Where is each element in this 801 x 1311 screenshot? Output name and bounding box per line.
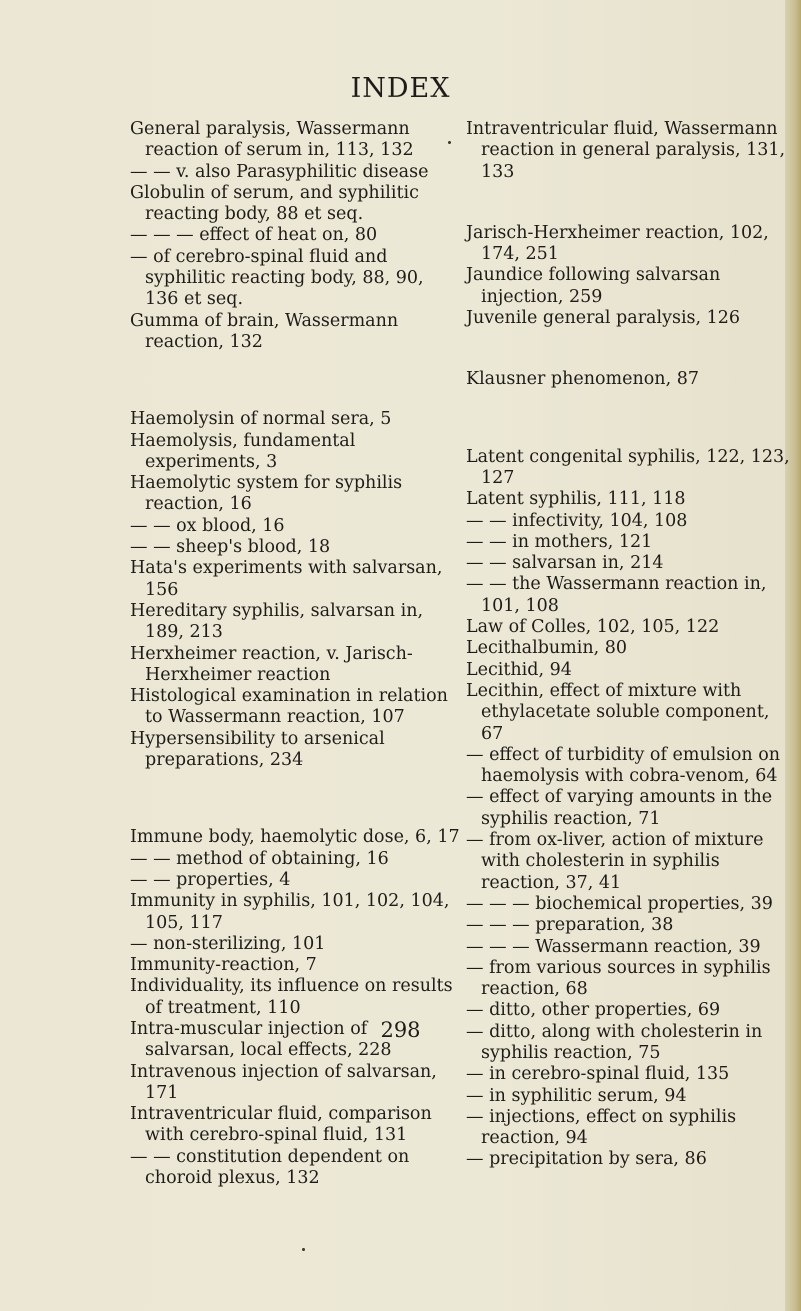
index-entry: Immune body, haemolytic dose, 6, 17 <box>130 827 460 848</box>
index-entry: Hata's experiments with salvarsan, 156 <box>130 558 443 600</box>
index-entry: — — salvarsan in, 214 <box>466 553 664 574</box>
index-entry: Law of Colles, 102, 105, 122 <box>466 617 720 638</box>
index-entry: Haemolysin of normal sera, 5 <box>130 409 392 430</box>
index-entry: — in cerebro-spinal fluid, 135 <box>466 1064 730 1085</box>
index-entry: — — method of obtaining, 16 <box>130 848 389 869</box>
index-entry: — non-sterilizing, 101 <box>130 933 326 954</box>
index-group-i-cont <box>466 119 796 183</box>
index-entry: Intraventricular fluid, comparison with cerebro-spinal fluid, 131 <box>130 1104 432 1146</box>
index-entry: — from various sources in syphilis reaction, 68 <box>466 957 771 1000</box>
index-entry: Globulin of serum, and syphilitic reacting body, 88 et seq. <box>130 182 419 225</box>
index-entry: Lecithid, 94 <box>466 659 572 680</box>
index-group-k <box>466 369 796 390</box>
index-entry: Intravenous injection of salvarsan, 171 <box>130 1061 437 1103</box>
paper-speck <box>448 141 451 144</box>
index-entry: — — — biochemical properties, 39 <box>466 893 773 914</box>
index-entry: Jaundice following salvarsan injection, 259 <box>466 265 721 307</box>
index-entry: — effect of varying amounts in the syphilis reaction, 71 <box>466 787 773 829</box>
index-entry: — — the Wassermann reaction in, 101, 108 <box>466 574 767 616</box>
index-entry: Lecithalbumin, 80 <box>466 638 628 659</box>
index-entry: Jarisch-Herxheimer reaction, 102, 174, 251 <box>466 222 769 265</box>
index-entry: — — — Wassermann reaction, 39 <box>466 936 761 957</box>
index-entry: Klausner phenomenon, 87 <box>466 369 699 390</box>
index-entry: Histological examination in relation to Wassermann reaction, 107 <box>130 686 448 728</box>
index-entry: Intraventricular fluid, Wassermann reaction in general paralysis, 131, 133 <box>466 119 786 182</box>
index-entry: — — in mothers, 121 <box>466 531 653 552</box>
index-entry: Individuality, its influence on results of treatment, 110 <box>130 976 453 1018</box>
index-entry: — ditto, along with cholesterin in syphilis reaction, 75 <box>466 1021 763 1063</box>
index-entry: — effect of turbidity of emulsion on haemolysis with cobra-venom, 64 <box>466 744 781 787</box>
index-entry: Haemolysis, fundamental experiments, 3 <box>130 430 356 472</box>
index-entry: — ditto, other properties, 69 <box>466 1000 721 1021</box>
index-group-l <box>466 447 796 1171</box>
paper-speck <box>302 1248 305 1251</box>
index-entry: Hereditary syphilis, salvarsan in, 189, 213 <box>130 600 424 643</box>
index-entry: Haemolytic system for syphilis reaction, 16 <box>130 473 403 515</box>
index-entry: — — v. also Parasyphilitic disease <box>130 161 429 182</box>
index-group-i <box>130 827 460 1189</box>
index-entry: Juvenile general paralysis, 126 <box>466 308 741 329</box>
index-entry: — — infectivity, 104, 108 <box>466 510 688 531</box>
index-entry: — — ox blood, 16 <box>130 515 285 536</box>
index-entry: — — properties, 4 <box>130 869 291 890</box>
index-group-h <box>130 409 460 771</box>
index-entry: Latent syphilis, 111, 118 <box>466 489 686 510</box>
index-entry: Intra-muscular injection of salvarsan, local effects, 228 <box>130 1018 392 1061</box>
index-entry: — precipitation by sera, 86 <box>466 1149 707 1170</box>
page-number: 298 <box>380 1018 421 1042</box>
index-entry: — in syphilitic serum, 94 <box>466 1085 687 1106</box>
index-entry: Gumma of brain, Wassermann reaction, 132 <box>130 310 399 352</box>
index-entry: — — — effect of heat on, 80 <box>130 225 378 246</box>
index-entry: Herxheimer reaction, v. Jarisch-Herxheimer reaction <box>130 643 413 685</box>
page-title: INDEX <box>350 73 451 104</box>
index-entry: — from ox-liver, action of mixture with cholesterin in syphilis reaction, 37, 41 <box>466 830 764 893</box>
index-entry: Lecithin, effect of mixture with ethylacetate soluble component, 67 <box>466 680 770 744</box>
index-entry: — of cerebro-spinal fluid and syphilitic reacting body, 88, 90, 136 et seq. <box>130 246 424 310</box>
index-entry: Immunity-reaction, 7 <box>130 955 317 976</box>
index-group-j <box>466 223 796 329</box>
index-entry: Immunity in syphilis, 101, 102, 104, 105, 117 <box>130 891 450 933</box>
right-column <box>466 119 796 1171</box>
index-entry: — injections, effect on syphilis reaction, 94 <box>466 1106 737 1149</box>
index-entry: General paralysis, Wassermann reaction of serum in, 113, 132 <box>130 119 414 161</box>
index-entry: Hypersensibility to arsenical preparations, 234 <box>130 728 385 771</box>
index-entry: Latent congenital syphilis, 122, 123, 127 <box>466 446 790 488</box>
index-entry: — — constitution dependent on choroid plexus, 132 <box>130 1146 410 1189</box>
index-entry: — — — preparation, 38 <box>466 915 674 936</box>
index-group-g <box>130 119 460 353</box>
index-entry: — — sheep's blood, 18 <box>130 537 331 558</box>
